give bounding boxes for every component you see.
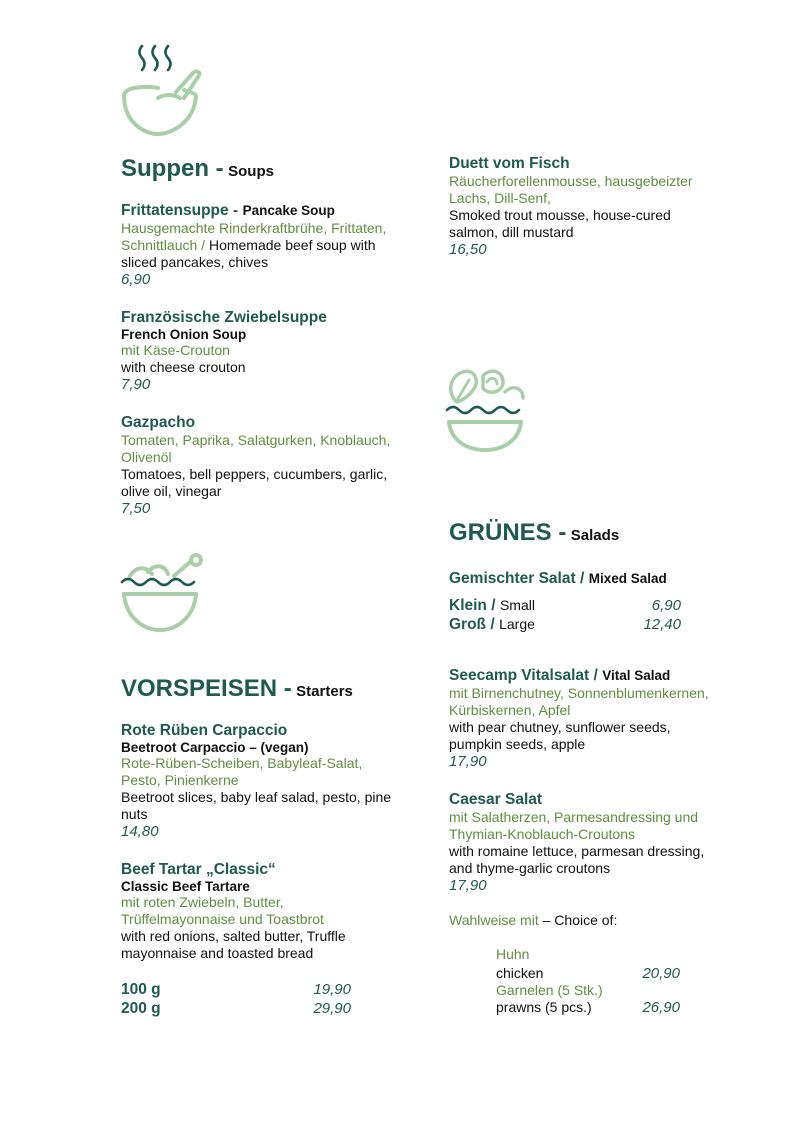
option-price: 20,90	[642, 965, 680, 982]
item-desc-de: Hausgemachte Rinderkraftbrühe, Frittaten, Schnittlauch /	[121, 220, 387, 253]
salads-title-en: Salads	[570, 527, 620, 544]
item-desc-en: Homemade beef soup with sliced pancakes, chives	[121, 237, 376, 270]
option-de: Huhn	[496, 946, 530, 962]
menu-item	[121, 721, 401, 840]
size-price: 29,90	[313, 1000, 351, 1017]
option-row	[496, 999, 680, 1016]
option-en: chicken	[496, 965, 544, 981]
item-desc-en: with romaine lettuce, parmesan dressing, and thyme-garlic croutons	[449, 843, 705, 876]
option-price: 26,90	[642, 999, 680, 1016]
size-label: Groß /	[449, 616, 495, 633]
size-row	[449, 596, 681, 615]
starters-title: VORSPEISEN -	[121, 675, 292, 702]
item-desc-en: Smoked trout mousse, house-cured salmon, dill mustard	[449, 207, 671, 240]
size-row	[449, 615, 681, 634]
item-name-en: Mixed Salad	[588, 571, 667, 586]
choice-options	[496, 946, 680, 1016]
menu-item	[449, 790, 719, 894]
menu-item	[121, 860, 401, 962]
item-name: Gazpacho	[121, 414, 196, 431]
item-desc-en: with red onions, salted butter, Truffle mayonnaise and toasted bread	[121, 928, 346, 961]
item-desc-en: with cheese crouton	[121, 359, 246, 375]
item-price: 6,90	[121, 271, 151, 288]
item-price: 7,90	[121, 376, 151, 393]
option-en: prawns (5 pcs.)	[496, 999, 592, 1015]
soups-title: Suppen -	[121, 155, 224, 182]
item-desc-de: Rote-Rüben-Scheiben, Babyleaf-Salat, Pesto, Pinienkerne	[121, 755, 363, 788]
item-desc-en: with pear chutney, sunflower seeds, pumpkin seeds, apple	[449, 719, 671, 752]
choice-label: Wahlweise mit – Choice of:	[449, 912, 618, 928]
item-desc-de: mit Birnenchutney, Sonnenblumenkernen, Kürbiskernen, Apfel	[449, 685, 709, 718]
item-name: Caesar Salat	[449, 791, 543, 808]
size-price: 6,90	[651, 597, 681, 614]
salads-title: GRÜNES -	[449, 519, 567, 546]
menu-item	[121, 413, 401, 517]
size-label: 100 g	[121, 981, 161, 998]
size-row	[121, 980, 351, 999]
item-name: Rote Rüben Carpaccio	[121, 722, 288, 739]
item-name: Frittatensuppe -	[121, 202, 239, 219]
size-label: 200 g	[121, 1000, 161, 1017]
item-name-en: Classic Beef Tartare	[121, 879, 250, 894]
menu-item	[449, 666, 719, 770]
item-name: Beef Tartar „Classic“	[121, 861, 276, 878]
option-de: Garnelen (5 Stk.)	[496, 982, 603, 998]
size-price: 12,40	[643, 616, 681, 633]
starter-bowl-icon	[118, 552, 208, 638]
menu-item	[449, 154, 719, 258]
item-desc-de: mit Käse-Crouton	[121, 342, 230, 358]
salad-bowl-icon	[443, 366, 529, 452]
item-name-en: French Onion Soup	[121, 327, 247, 342]
item-name: Duett vom Fisch	[449, 155, 570, 172]
item-name: Französische Zwiebelsuppe	[121, 309, 327, 326]
size-price-list	[121, 980, 351, 1018]
item-desc-en: Tomatoes, bell peppers, cucumbers, garlic, olive oil, vinegar	[121, 466, 388, 499]
item-price: 17,90	[449, 877, 487, 894]
item-desc-de: Tomaten, Paprika, Salatgurken, Knoblauch, Olivenöl	[121, 432, 391, 465]
menu-item	[121, 201, 401, 288]
soup-bowl-icon	[118, 42, 204, 138]
soups-title-en: Soups	[228, 163, 274, 180]
item-name-en: Vital Salad	[602, 668, 671, 683]
item-price: 14,80	[121, 823, 159, 840]
size-label: Klein /	[449, 597, 496, 614]
menu-item	[121, 308, 401, 393]
item-name-en: Pancake Soup	[242, 203, 335, 218]
item-name: Seecamp Vitalsalat /	[449, 667, 598, 684]
item-desc-en: Beetroot slices, baby leaf salad, pesto, pine nuts	[121, 789, 392, 822]
size-row	[121, 999, 351, 1018]
item-price: 7,50	[121, 500, 151, 517]
item-desc-de: mit Salatherzen, Parmesandressing und Thymian-Knoblauch-Croutons	[449, 809, 699, 842]
item-price: 16,50	[449, 241, 487, 258]
item-name: Gemischter Salat /	[449, 570, 585, 587]
item-price: 17,90	[449, 753, 487, 770]
item-name-en: Beetroot Carpaccio – (vegan)	[121, 740, 309, 755]
item-desc-de: mit roten Zwiebeln, Butter, Trüffelmayonnaise und Toastbrot	[121, 894, 324, 927]
menu-item	[449, 569, 681, 634]
item-desc-de: Räucherforellenmousse, hausgebeizter Lachs, Dill-Senf,	[449, 173, 693, 206]
starters-title-en: Starters	[296, 683, 353, 700]
size-label-en: Large	[499, 616, 535, 632]
option-row	[496, 965, 680, 982]
size-price: 19,90	[313, 981, 351, 998]
size-label-en: Small	[499, 597, 535, 613]
